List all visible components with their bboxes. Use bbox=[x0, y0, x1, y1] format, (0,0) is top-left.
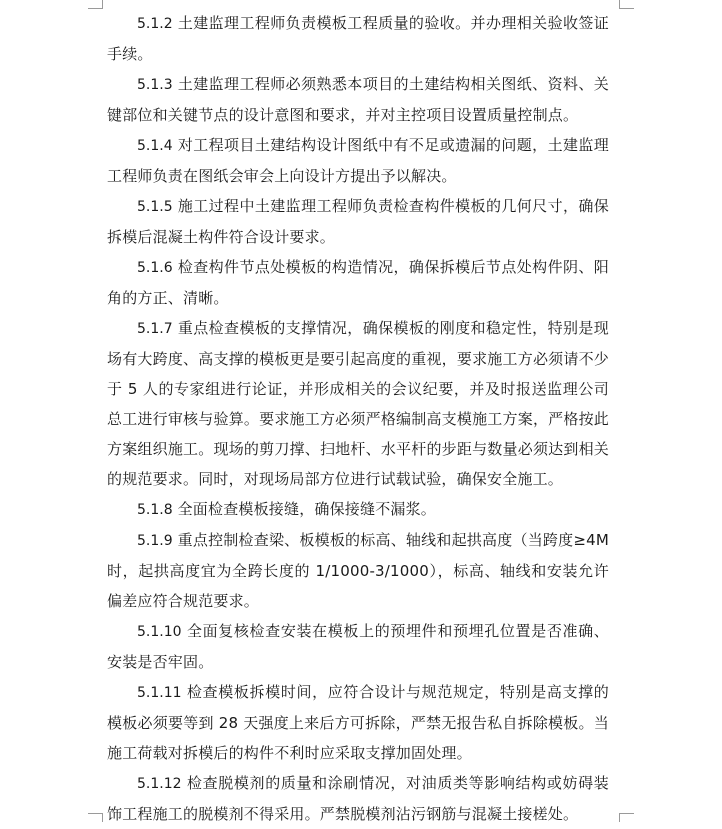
clause-text: 重点控制检查梁、板模板的标高、轴线和起拱高度（当跨度≥4M时，起拱高度宜为全跨长度的 1/1000-3/1000），标高、轴线和安装允许偏差应符合规范要求。 bbox=[107, 531, 610, 610]
clause-text: 全面检查模板接缝，确保接缝不漏浆。 bbox=[177, 500, 436, 518]
clause-number: 5.1.12 bbox=[137, 776, 182, 792]
clause-number: 5.1.5 bbox=[137, 199, 173, 215]
clause-number: 5.1.9 bbox=[137, 533, 173, 549]
clause-5-1-4 bbox=[107, 130, 609, 191]
clause-number: 5.1.6 bbox=[137, 260, 173, 276]
clause-number: 5.1.7 bbox=[137, 321, 173, 337]
clause-number: 5.1.11 bbox=[137, 685, 182, 701]
clause-5-1-12 bbox=[107, 768, 609, 829]
clause-text: 全面复核检查安装在模板上的预埋件和预埋孔位置是否准确、安装是否牢固。 bbox=[107, 622, 610, 671]
clause-5-1-7 bbox=[107, 313, 609, 494]
clause-number: 5.1.10 bbox=[137, 624, 182, 640]
clause-text: 检查构件节点处模板的构造情况，确保拆模后节点处构件阴、阳角的方正、清晰。 bbox=[107, 258, 610, 307]
clause-number: 5.1.8 bbox=[137, 502, 173, 518]
clause-text: 施工过程中土建监理工程师负责检查构件模板的几何尺寸，确保拆模后混凝土构件符合设计要求。 bbox=[107, 197, 610, 246]
clause-5-1-3 bbox=[107, 69, 609, 130]
clause-text: 土建监理工程师必须熟悉本项目的土建结构相关图纸、资料、关键部位和关键节点的设计意图和要求，并对主控项目设置质量控制点。 bbox=[107, 75, 610, 124]
crop-mark-bottom-right bbox=[619, 813, 634, 822]
clause-text: 对工程项目土建结构设计图纸中有不足或遗漏的问题，土建监理工程师负责在图纸会审会上向设计方提出予以解决。 bbox=[107, 136, 610, 185]
clause-5-1-9 bbox=[107, 525, 609, 616]
clause-number: 5.1.2 bbox=[137, 16, 173, 32]
clause-text: 土建监理工程师负责模板工程质量的验收。并办理相关验收签证手续。 bbox=[107, 14, 610, 63]
document-body bbox=[107, 8, 609, 829]
clause-5-1-8 bbox=[107, 494, 609, 525]
clause-text: 检查模板拆模时间，应符合设计与规范规定，特别是高支撑的模板必须要等到 28 天强度上来后方可拆除，严禁无报告私自拆除模板。当施工荷载对拆模后的构件不利时应采取支撑加固处理。 bbox=[107, 683, 610, 762]
crop-mark-top-left bbox=[88, 0, 103, 9]
clause-5-1-5 bbox=[107, 191, 609, 252]
clause-5-1-2 bbox=[107, 8, 609, 69]
clause-text: 检查脱模剂的质量和涂刷情况，对油质类等影响结构或妨碍装饰工程施工的脱模剂不得采用。严禁脱模剂沾污钢筋与混凝土接槎处。 bbox=[107, 774, 610, 823]
clause-text: 重点检查模板的支撑情况，确保模板的刚度和稳定性，特别是现场有大跨度、高支撑的模板更是要引起高度的重视，要求施工方必须请不少于 5 人的专家组进行论证，并形成相关的会议纪要，并及时报送监理公司总工进行审核与验算。要求施工方必须严格编制高支模施工方案，严格按此方案组织施工。现场的剪刀撑、扫地杆、水平杆的步距与数量必须达到相关的规范要求。同时，对现场局部方位进行试载试验，确保安全施工。 bbox=[107, 319, 610, 488]
clause-number: 5.1.3 bbox=[137, 77, 173, 93]
clause-5-1-6 bbox=[107, 252, 609, 313]
clause-5-1-11 bbox=[107, 677, 609, 768]
clause-5-1-10 bbox=[107, 616, 609, 677]
clause-number: 5.1.4 bbox=[137, 138, 173, 154]
crop-mark-top-right bbox=[619, 0, 634, 9]
crop-mark-bottom-left bbox=[88, 813, 103, 822]
